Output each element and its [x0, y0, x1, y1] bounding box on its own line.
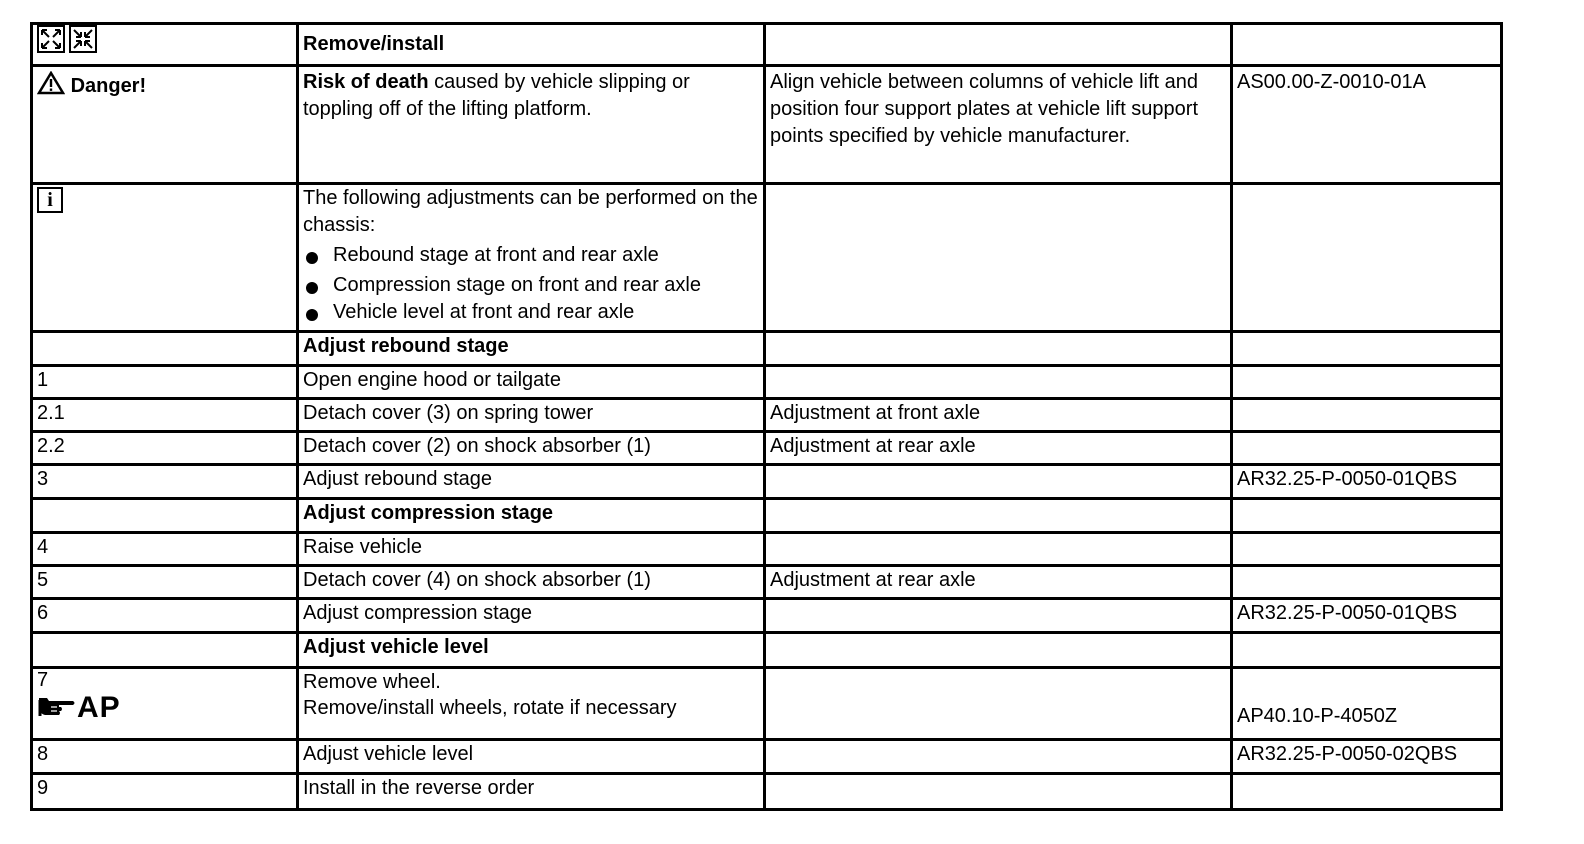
danger-text	[298, 66, 765, 184]
step-note	[765, 668, 1232, 740]
danger-row	[32, 66, 1502, 184]
step-note	[765, 740, 1232, 774]
table-row	[32, 332, 1502, 366]
step-text: Install in the reverse order	[298, 774, 765, 810]
info-intro: The following adjustments can be performed on the chassis:	[303, 187, 758, 236]
danger-cell	[32, 66, 298, 184]
install-icon	[69, 25, 97, 53]
danger-measure: Align vehicle between columns of vehicle lift and position four support plates at vehicle lift support points specified by vehicle manufacturer.	[765, 66, 1232, 184]
table-row	[32, 399, 1502, 432]
danger-risk-text: caused by vehicle slipping or toppling off of the lifting platform.	[303, 71, 690, 120]
table-row	[32, 465, 1502, 499]
pointing-hand-icon	[37, 694, 77, 720]
step-ref	[1232, 633, 1502, 668]
step-number: 6	[32, 599, 298, 633]
step-note: Adjustment at rear axle	[765, 432, 1232, 465]
step-note: Adjustment at front axle	[765, 399, 1232, 432]
table-row	[32, 774, 1502, 810]
step-ref	[1232, 774, 1502, 810]
step-text-line2: Remove/install wheels, rotate if necessary	[303, 697, 677, 719]
step-ref	[1232, 533, 1502, 566]
table-row	[32, 533, 1502, 566]
step-number: 4	[32, 533, 298, 566]
step-note	[765, 774, 1232, 810]
step-ref	[1232, 499, 1502, 533]
step-number: 2.2	[32, 432, 298, 465]
header-icons	[32, 24, 298, 66]
step-number: 1	[32, 366, 298, 399]
info-text	[298, 184, 765, 332]
step-ref	[1232, 566, 1502, 599]
step-note	[765, 499, 1232, 533]
info-icon: i	[37, 187, 63, 213]
step-text: Detach cover (2) on shock absorber (1)	[298, 432, 765, 465]
section-heading: Adjust rebound stage	[298, 332, 765, 366]
danger-ref: AS00.00-Z-0010-01A	[1232, 66, 1502, 184]
step-number: 2.1	[32, 399, 298, 432]
step-note	[765, 366, 1232, 399]
procedure-table	[30, 22, 1503, 811]
step-ref	[1232, 432, 1502, 465]
table-row	[32, 599, 1502, 633]
info-row	[32, 184, 1502, 332]
table-row	[32, 668, 1502, 740]
step-ref	[1232, 332, 1502, 366]
step-number: 3	[32, 465, 298, 499]
step-number	[32, 633, 298, 668]
table-row	[32, 633, 1502, 668]
step-text-line1: Remove wheel.	[303, 671, 441, 693]
step-number: 9	[32, 774, 298, 810]
step-text: Raise vehicle	[298, 533, 765, 566]
remove-icon	[37, 25, 65, 53]
header-col4	[1232, 24, 1502, 66]
ap-label: AP	[77, 691, 121, 724]
step-number: 5	[32, 566, 298, 599]
info-bullet: Rebound stage at front and rear axle	[303, 242, 759, 269]
info-bullet: Compression stage on front and rear axle	[303, 272, 759, 299]
step-text: Adjust rebound stage	[298, 465, 765, 499]
step-ref: AR32.25-P-0050-01QBS	[1232, 465, 1502, 499]
step-note	[765, 332, 1232, 366]
step-text: Open engine hood or tailgate	[298, 366, 765, 399]
step-ref: AP40.10-P-4050Z	[1232, 668, 1502, 740]
info-col3	[765, 184, 1232, 332]
section-heading: Adjust vehicle level	[298, 633, 765, 668]
table-row	[32, 366, 1502, 399]
step-ref: AR32.25-P-0050-01QBS	[1232, 599, 1502, 633]
step-number	[32, 499, 298, 533]
step-number-cell	[32, 668, 298, 740]
table-row	[32, 740, 1502, 774]
step-ref	[1232, 399, 1502, 432]
step-number: 8	[32, 740, 298, 774]
section-heading: Adjust compression stage	[298, 499, 765, 533]
step-number	[32, 332, 298, 366]
info-col4	[1232, 184, 1502, 332]
step-note: Adjustment at rear axle	[765, 566, 1232, 599]
table-row	[32, 499, 1502, 533]
table-row	[32, 432, 1502, 465]
step-note	[765, 599, 1232, 633]
step-note	[765, 633, 1232, 668]
step-number: 7	[37, 669, 49, 691]
info-bullet: Vehicle level at front and rear axle	[303, 299, 759, 326]
step-note	[765, 533, 1232, 566]
step-text: Detach cover (3) on spring tower	[298, 399, 765, 432]
danger-label: Danger!	[70, 75, 147, 97]
info-icon-cell	[32, 184, 298, 332]
header-row	[32, 24, 1502, 66]
step-text: Detach cover (4) on shock absorber (1)	[298, 566, 765, 599]
step-note	[765, 465, 1232, 499]
step-text: Adjust vehicle level	[298, 740, 765, 774]
step-ref: AR32.25-P-0050-02QBS	[1232, 740, 1502, 774]
danger-risk-bold: Risk of death	[303, 71, 429, 93]
header-title: Remove/install	[298, 24, 765, 66]
step-text: Adjust compression stage	[298, 599, 765, 633]
header-col3	[765, 24, 1232, 66]
warning-triangle-icon	[37, 71, 65, 95]
ap-marker	[37, 691, 292, 728]
step-text	[298, 668, 765, 740]
table-row	[32, 566, 1502, 599]
step-ref	[1232, 366, 1502, 399]
